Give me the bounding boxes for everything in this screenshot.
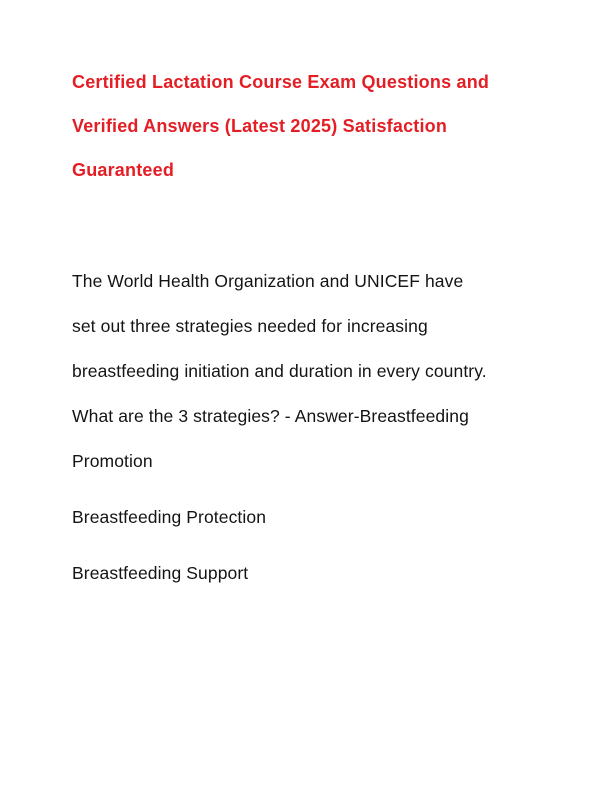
- paragraph-question-answer: [72, 259, 572, 484]
- document-title: [72, 60, 572, 192]
- title-line: Verified Answers (Latest 2025) Satisfaction: [72, 116, 448, 136]
- body-line: breastfeeding initiation and duration in every country.: [72, 361, 487, 381]
- body-line: Breastfeeding Protection: [72, 507, 267, 527]
- body-line: Breastfeeding Support: [72, 563, 249, 583]
- title-line: Guaranteed: [72, 160, 175, 180]
- body-line: Promotion: [72, 451, 153, 471]
- paragraph-support: [72, 551, 572, 596]
- paragraph-protection: [72, 495, 572, 540]
- title-line: Certified Lactation Course Exam Questions and: [72, 72, 490, 92]
- document-body: [72, 259, 572, 607]
- body-line: The World Health Organization and UNICEF have: [72, 271, 464, 291]
- body-line: What are the 3 strategies? - Answer-Breastfeeding: [72, 406, 469, 426]
- body-line: set out three strategies needed for increasing: [72, 316, 428, 336]
